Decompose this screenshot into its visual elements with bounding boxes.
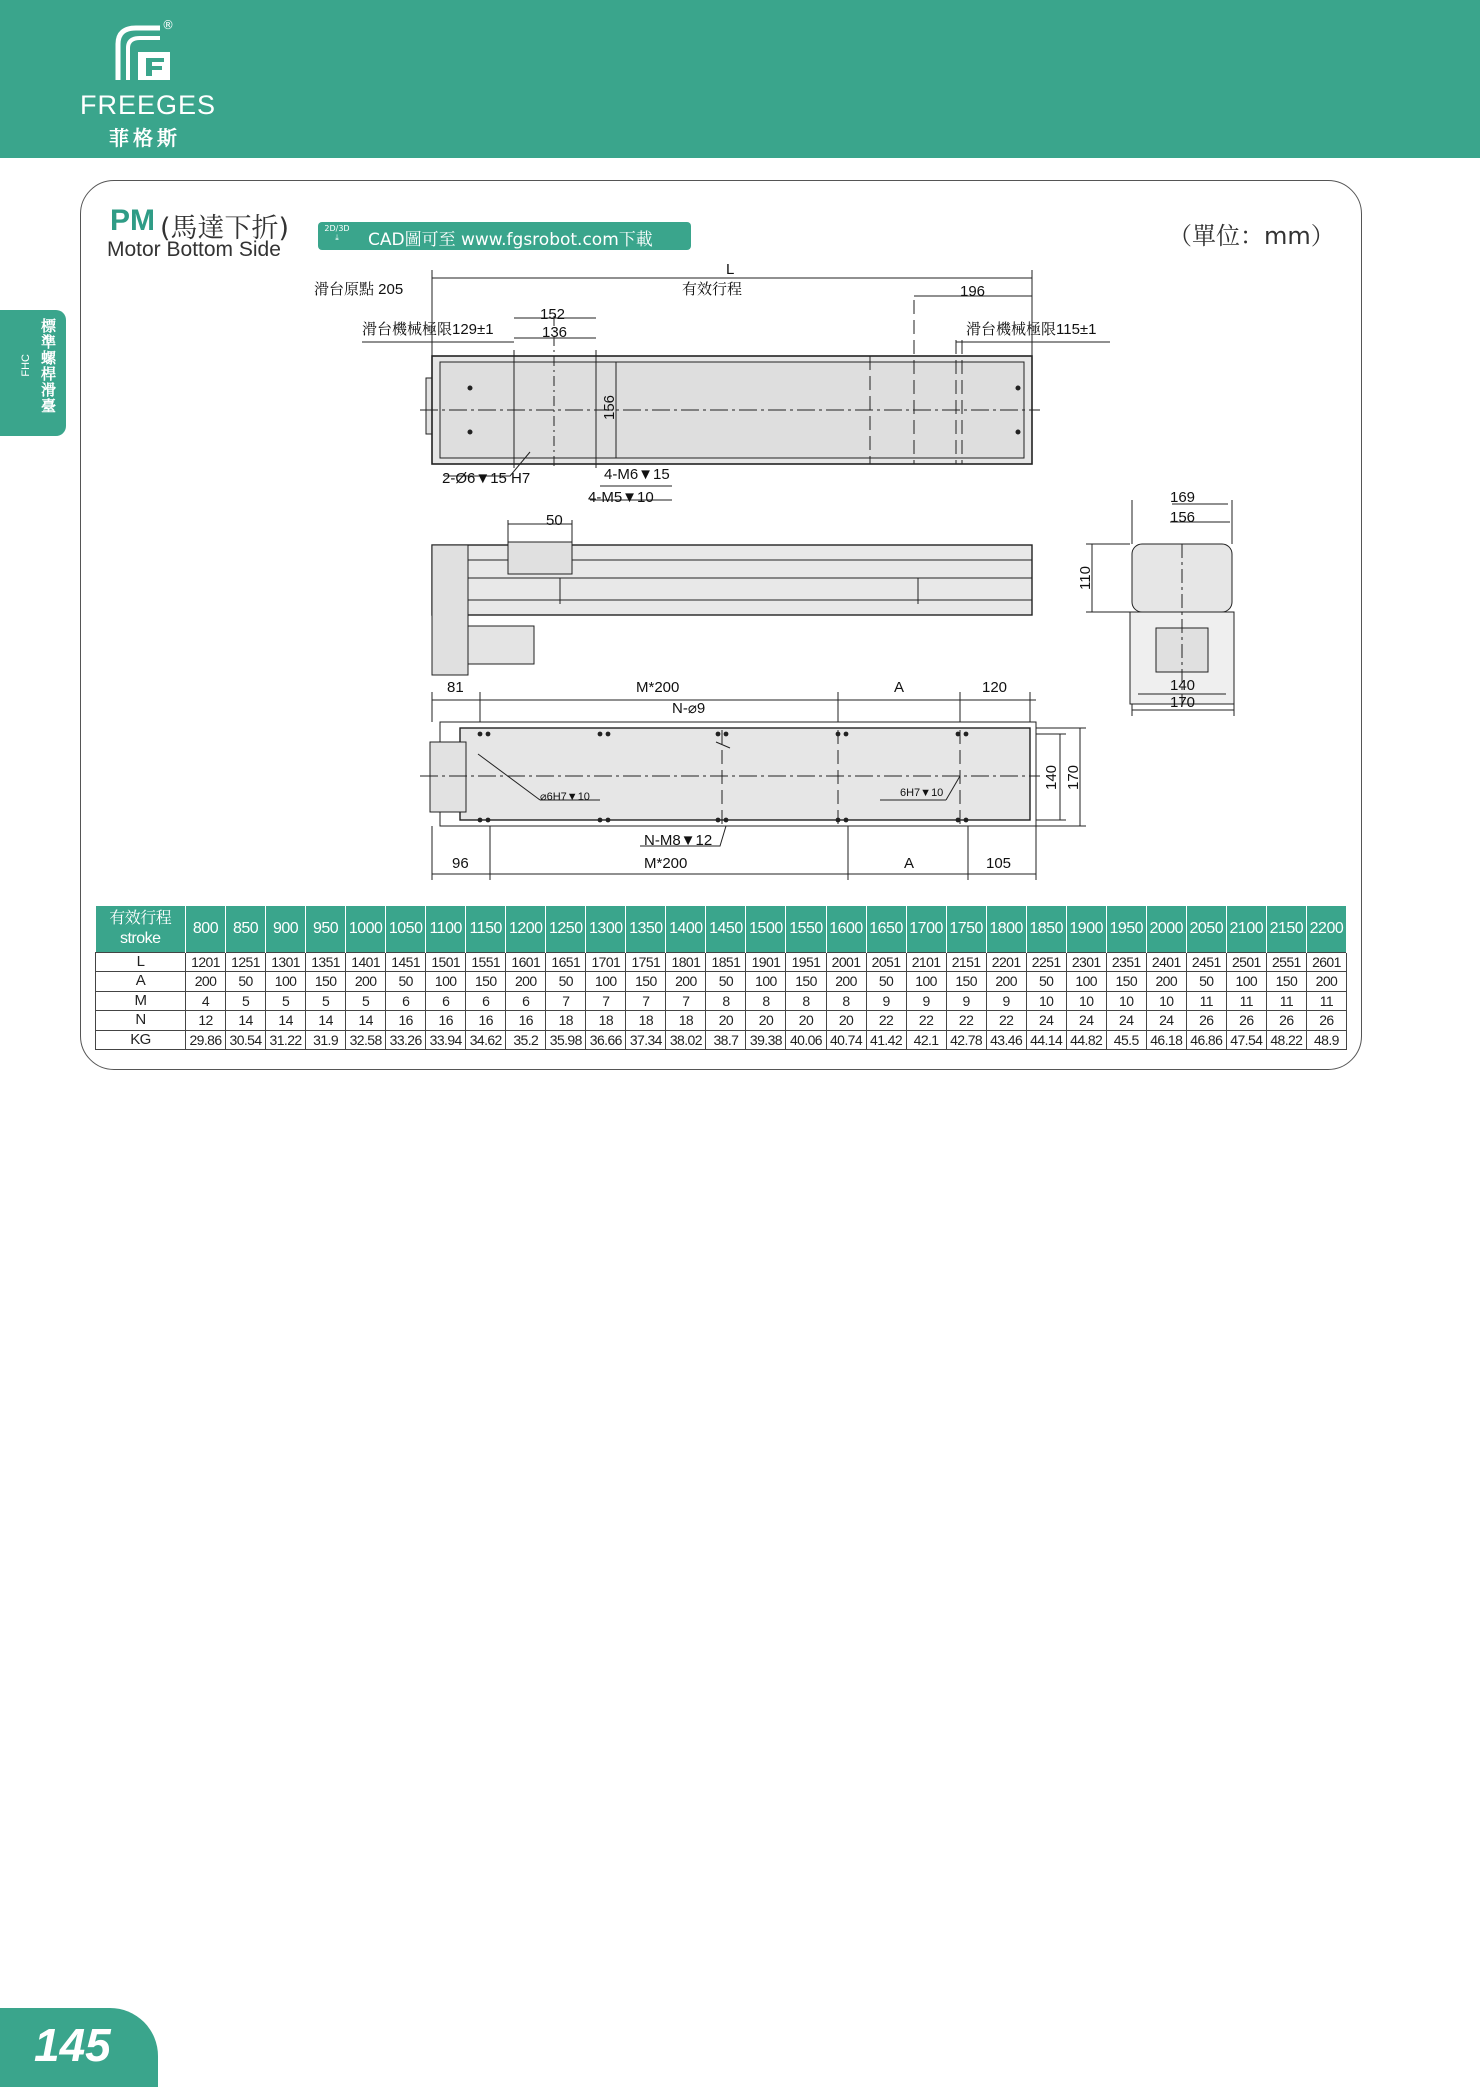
spec-cell: 2301: [1066, 952, 1106, 972]
end-dim-110-label: 110: [1077, 566, 1094, 590]
spec-cell: 10: [1106, 991, 1146, 1011]
stroke-column-header: 1900: [1066, 906, 1106, 952]
spec-cell: 36.66: [586, 1030, 626, 1050]
spec-cell: 11: [1186, 991, 1226, 1011]
spec-cell: 200: [1306, 972, 1346, 992]
spec-cell: 150: [946, 972, 986, 992]
stroke-header-cell: [96, 906, 186, 952]
spec-cell: 1301: [266, 952, 306, 972]
spec-cell: 46.86: [1186, 1030, 1226, 1050]
spec-cell: 1551: [466, 952, 506, 972]
spec-header-row: [96, 906, 1347, 952]
spec-cell: 24: [1026, 1011, 1066, 1031]
spec-cell: 1851: [706, 952, 746, 972]
spec-cell: 50: [1186, 972, 1226, 992]
spec-row-kg: [96, 1030, 1347, 1050]
spec-cell: 2601: [1306, 952, 1346, 972]
dim-152-label: 152: [540, 306, 566, 323]
spec-cell: 7: [586, 991, 626, 1011]
spec-cell: 150: [786, 972, 826, 992]
spec-cell: 38.7: [706, 1030, 746, 1050]
page-number-tab: [0, 2008, 158, 2087]
spec-cell: 22: [906, 1011, 946, 1031]
spec-cell: 200: [666, 972, 706, 992]
end-dim-156-label: 156: [1170, 509, 1196, 526]
spec-cell: 1651: [546, 952, 586, 972]
spec-cell: 7: [666, 991, 706, 1011]
limit-left-label: 滑台機械極限129±1: [362, 321, 494, 338]
hole-m5-label: 4-M5▼10: [588, 489, 654, 506]
spec-row-label: L: [96, 952, 186, 972]
spec-cell: 11: [1306, 991, 1346, 1011]
spec-cell: 24: [1066, 1011, 1106, 1031]
spec-cell: 100: [906, 972, 946, 992]
spec-cell: 150: [626, 972, 666, 992]
bottom-a-bottom-label: A: [904, 855, 915, 872]
stroke-column-header: 850: [226, 906, 266, 952]
spec-cell: 150: [1266, 972, 1306, 992]
spec-cell: 200: [826, 972, 866, 992]
spec-cell: 1201: [186, 952, 226, 972]
stroke-column-header: 1850: [1026, 906, 1066, 952]
spec-cell: 32.58: [346, 1030, 386, 1050]
pin-right-label: 6H7▼10: [900, 787, 944, 799]
spec-cell: 100: [426, 972, 466, 992]
spec-cell: 50: [706, 972, 746, 992]
spec-cell: 20: [786, 1011, 826, 1031]
cad-icon-label: 2D/3D: [324, 224, 350, 233]
page-number: 145: [34, 2019, 111, 2071]
spec-cell: 6: [506, 991, 546, 1011]
spec-cell: 48.9: [1306, 1030, 1346, 1050]
spec-cell: 16: [426, 1011, 466, 1031]
spec-cell: 40.06: [786, 1030, 826, 1050]
spec-cell: 50: [866, 972, 906, 992]
spec-cell: 50: [1026, 972, 1066, 992]
stroke-column-header: 1200: [506, 906, 546, 952]
spec-cell: 1701: [586, 952, 626, 972]
bottom-dim-170-label: 170: [1065, 764, 1082, 790]
spec-cell: 50: [226, 972, 266, 992]
stroke-column-header: 1400: [666, 906, 706, 952]
spec-cell: 6: [466, 991, 506, 1011]
spec-cell: 22: [986, 1011, 1026, 1031]
spec-cell: 37.34: [626, 1030, 666, 1050]
spec-cell: 100: [266, 972, 306, 992]
spec-cell: 14: [306, 1011, 346, 1031]
spec-cell: 30.54: [226, 1030, 266, 1050]
spec-cell: 2351: [1106, 952, 1146, 972]
spec-cell: 8: [706, 991, 746, 1011]
spec-cell: 48.22: [1266, 1030, 1306, 1050]
stroke-column-header: 1600: [826, 906, 866, 952]
spec-cell: 38.02: [666, 1030, 706, 1050]
spec-cell: 2001: [826, 952, 866, 972]
bottom-m200-top-label: M*200: [636, 679, 680, 696]
stroke-column-header: 1050: [386, 906, 426, 952]
spec-cell: 42.1: [906, 1030, 946, 1050]
unit-label: （單位：mm）: [1168, 222, 1335, 250]
spec-cell: 150: [306, 972, 346, 992]
spec-cell: 20: [826, 1011, 866, 1031]
dim-196-label: 196: [960, 283, 986, 300]
spec-cell: 29.86: [186, 1030, 226, 1050]
spec-cell: 8: [746, 991, 786, 1011]
bottom-dim-105-label: 105: [986, 855, 1012, 872]
spec-row-m: [96, 991, 1347, 1011]
spec-cell: 9: [906, 991, 946, 1011]
spec-cell: 16: [506, 1011, 546, 1031]
spec-cell: 16: [466, 1011, 506, 1031]
spec-cell: 31.9: [306, 1030, 346, 1050]
spec-cell: 8: [786, 991, 826, 1011]
model-code: PM: [110, 204, 155, 237]
side-tab-code: FHC: [20, 354, 32, 377]
spec-cell: 26: [1306, 1011, 1346, 1031]
spec-cell: 10: [1146, 991, 1186, 1011]
spec-cell: 7: [626, 991, 666, 1011]
spec-cell: 1751: [626, 952, 666, 972]
spec-cell: 24: [1146, 1011, 1186, 1031]
stroke-column-header: 1000: [346, 906, 386, 952]
spec-cell: 50: [386, 972, 426, 992]
spec-cell: 100: [1226, 972, 1266, 992]
spec-cell: 18: [666, 1011, 706, 1031]
stroke-column-header: 2100: [1226, 906, 1266, 952]
download-icon: 2D/3D ⤓: [324, 224, 350, 242]
spec-cell: 22: [946, 1011, 986, 1031]
spec-cell: 24: [1106, 1011, 1146, 1031]
spec-cell: 200: [986, 972, 1026, 992]
spec-table-body: [96, 952, 1347, 1050]
model-name-en: Motor Bottom Side: [107, 238, 281, 261]
spec-cell: 18: [626, 1011, 666, 1031]
spec-cell: 26: [1226, 1011, 1266, 1031]
spec-row-label: A: [96, 972, 186, 992]
spec-cell: 7: [546, 991, 586, 1011]
spec-cell: 14: [346, 1011, 386, 1031]
spec-cell: 43.46: [986, 1030, 1026, 1050]
spec-cell: 33.94: [426, 1030, 466, 1050]
pin-left-label: ⌀6H7▼10: [540, 791, 590, 803]
stroke-column-header: 900: [266, 906, 306, 952]
stroke-column-header: 1450: [706, 906, 746, 952]
spec-cell: 5: [226, 991, 266, 1011]
spec-cell: 26: [1186, 1011, 1226, 1031]
spec-cell: 11: [1226, 991, 1266, 1011]
model-name-cn: (馬達下折): [160, 213, 290, 244]
spec-cell: 35.98: [546, 1030, 586, 1050]
spec-row-label: M: [96, 991, 186, 1011]
spec-cell: 2151: [946, 952, 986, 972]
spec-cell: 16: [386, 1011, 426, 1031]
spec-cell: 22: [866, 1011, 906, 1031]
cad-download-text: CAD圖可至 www.fgsrobot.com下載: [368, 230, 653, 250]
stroke-header-en: stroke: [119, 929, 161, 947]
stroke-column-header: 1250: [546, 906, 586, 952]
bottom-a-top-label: A: [894, 679, 905, 696]
spec-cell: 47.54: [1226, 1030, 1266, 1050]
spec-cell: 26: [1266, 1011, 1306, 1031]
spec-cell: 42.78: [946, 1030, 986, 1050]
spec-cell: 2251: [1026, 952, 1066, 972]
spec-cell: 1401: [346, 952, 386, 972]
hole-m6-label: 4-M6▼15: [604, 466, 670, 483]
spec-cell: 100: [746, 972, 786, 992]
spec-cell: 14: [226, 1011, 266, 1031]
spec-cell: 6: [386, 991, 426, 1011]
stroke-column-header: 1650: [866, 906, 906, 952]
side-tab-label: 標準螺桿滑臺: [39, 318, 57, 414]
stroke-column-header: 1300: [586, 906, 626, 952]
spec-cell: 10: [1066, 991, 1106, 1011]
stroke-column-header: 1500: [746, 906, 786, 952]
registered-mark: ®: [162, 18, 174, 32]
spec-cell: 18: [586, 1011, 626, 1031]
stroke-column-header: 1350: [626, 906, 666, 952]
spec-cell: 18: [546, 1011, 586, 1031]
spec-cell: 45.5: [1106, 1030, 1146, 1050]
spec-cell: 5: [266, 991, 306, 1011]
bottom-m200-bottom-label: M*200: [644, 855, 688, 872]
spec-cell: 9: [946, 991, 986, 1011]
spec-cell: 200: [1146, 972, 1186, 992]
spec-cell: 1901: [746, 952, 786, 972]
spec-cell: 20: [706, 1011, 746, 1031]
bottom-dim-81-label: 81: [447, 679, 464, 696]
spec-cell: 10: [1026, 991, 1066, 1011]
bottom-dim-120-label: 120: [982, 679, 1008, 696]
spec-cell: 100: [586, 972, 626, 992]
spec-row-l: [96, 952, 1347, 972]
spec-row-a: [96, 972, 1347, 992]
spec-cell: 14: [266, 1011, 306, 1031]
spec-cell: 2451: [1186, 952, 1226, 972]
spec-cell: 2101: [906, 952, 946, 972]
spec-cell: 1801: [666, 952, 706, 972]
stroke-column-header: 2150: [1266, 906, 1306, 952]
spec-cell: 34.62: [466, 1030, 506, 1050]
spec-cell: 4: [186, 991, 226, 1011]
spec-cell: 39.38: [746, 1030, 786, 1050]
stroke-column-header: 1950: [1106, 906, 1146, 952]
side-dim-50-label: 50: [546, 512, 563, 529]
stroke-column-header: 2050: [1186, 906, 1226, 952]
stroke-column-header: 2200: [1306, 906, 1346, 952]
spec-cell: 46.18: [1146, 1030, 1186, 1050]
end-dim-169-label: 169: [1170, 489, 1196, 506]
stroke-column-header: 1800: [986, 906, 1026, 952]
spec-cell: 35.2: [506, 1030, 546, 1050]
stroke-label: 有效行程: [682, 281, 743, 298]
spec-cell: 2501: [1226, 952, 1266, 972]
spec-cell: 1501: [426, 952, 466, 972]
spec-row-label: N: [96, 1011, 186, 1031]
stroke-column-header: 800: [186, 906, 226, 952]
spec-cell: 200: [506, 972, 546, 992]
spec-cell: 50: [546, 972, 586, 992]
spec-cell: 1351: [306, 952, 346, 972]
brand-name-en: FREEGES: [80, 90, 217, 120]
spec-cell: 200: [186, 972, 226, 992]
spec-cell: 2401: [1146, 952, 1186, 972]
end-dim-170-label: 170: [1170, 694, 1196, 711]
spec-cell: 150: [466, 972, 506, 992]
hole-pin-label: 2-Ø6▼15 H7: [442, 470, 531, 487]
spec-cell: 5: [306, 991, 346, 1011]
spec-cell: 1251: [226, 952, 266, 972]
spec-table: [95, 906, 1347, 1050]
stroke-header-cn: 有效行程: [109, 909, 172, 927]
spec-cell: 1951: [786, 952, 826, 972]
limit-right-label: 滑台機械極限115±1: [966, 321, 1097, 338]
spec-cell: 2051: [866, 952, 906, 972]
stroke-column-header: 1550: [786, 906, 826, 952]
spec-cell: 8: [826, 991, 866, 1011]
spec-cell: 200: [346, 972, 386, 992]
stroke-column-header: 1100: [426, 906, 466, 952]
dim-L-label: L: [726, 261, 735, 278]
spec-cell: 6: [426, 991, 466, 1011]
spec-cell: 44.82: [1066, 1030, 1106, 1050]
spec-cell: 1601: [506, 952, 546, 972]
brand-name-cn: 菲格斯: [109, 126, 181, 150]
stroke-column-header: 1750: [946, 906, 986, 952]
spec-cell: 2551: [1266, 952, 1306, 972]
n-m8-label: N-M8▼12: [644, 832, 713, 849]
end-dim-140-label: 140: [1170, 677, 1196, 694]
spec-cell: 9: [986, 991, 1026, 1011]
spec-cell: 41.42: [866, 1030, 906, 1050]
spec-cell: 44.14: [1026, 1030, 1066, 1050]
bottom-dim-96-label: 96: [452, 855, 469, 872]
spec-cell: 2201: [986, 952, 1026, 972]
spec-cell: 9: [866, 991, 906, 1011]
spec-row-label: KG: [96, 1030, 186, 1050]
spec-row-n: [96, 1011, 1347, 1031]
spec-cell: 40.74: [826, 1030, 866, 1050]
spec-cell: 11: [1266, 991, 1306, 1011]
spec-cell: 20: [746, 1011, 786, 1031]
spec-cell: 1451: [386, 952, 426, 972]
spec-cell: 100: [1066, 972, 1106, 992]
spec-cell: 5: [346, 991, 386, 1011]
spec-cell: 31.22: [266, 1030, 306, 1050]
stroke-column-header: 2000: [1146, 906, 1186, 952]
n-holes-label: N-⌀9: [672, 700, 706, 717]
stroke-column-header: 1150: [466, 906, 506, 952]
stroke-column-header: 1700: [906, 906, 946, 952]
dim-156-label: 156: [601, 394, 618, 420]
stroke-column-header: 950: [306, 906, 346, 952]
spec-cell: 12: [186, 1011, 226, 1031]
dim-136-label: 136: [542, 324, 568, 341]
spec-cell: 150: [1106, 972, 1146, 992]
bottom-dim-140-label: 140: [1043, 764, 1060, 790]
spec-cell: 33.26: [386, 1030, 426, 1050]
slide-origin-label: 滑台原點 205: [314, 281, 404, 298]
